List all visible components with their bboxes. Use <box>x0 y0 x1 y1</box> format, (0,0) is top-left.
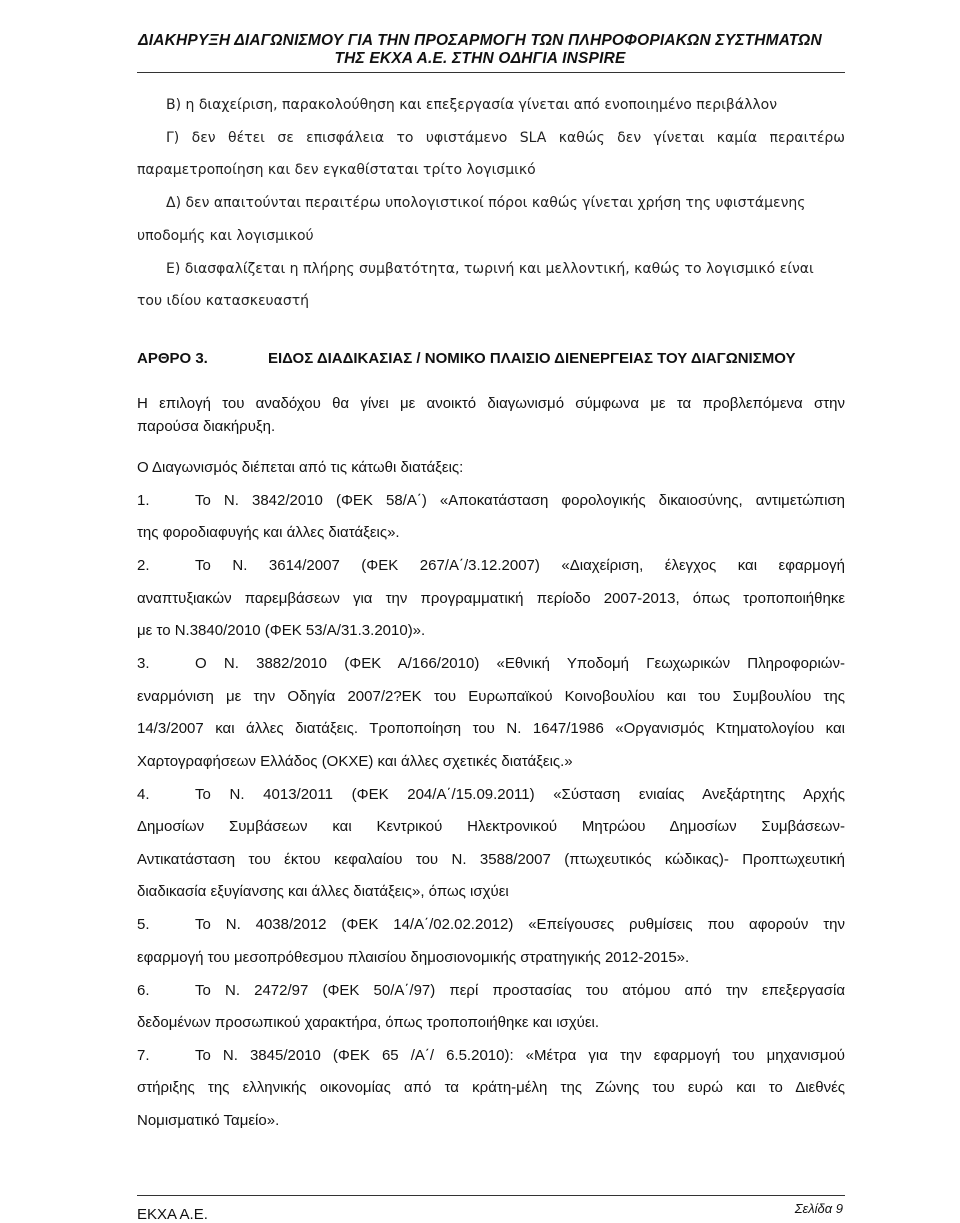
header-title-line1: ΔΙΑΚΗΡΥΞΗ ΔΙΑΓΩΝΙΣΜΟΥ ΓΙΑ ΤΗΝ ΠΡΟΣΑΡΜΟΓΗ ΤΩΝ ΠΛΗΡΟΦΟΡΙΑΚΩΝ ΣΥΣΤΗΜΑΤΩΝ <box>138 32 822 49</box>
law-text: Ο Ν. 3882/2010 (ΦΕΚ Α/166/2010) «Εθνική Υποδομή Γεωχωρικών Πληροφοριών- <box>195 655 845 672</box>
point-e-line2: του ιδίου κατασκευαστή <box>137 293 310 309</box>
law-text: Το Ν. 3842/2010 (ΦΕΚ 58/Α΄) «Αποκατάσταση φορολογικής δικαιοσύνης, αντιμετώπιση <box>195 492 845 509</box>
footer-divider <box>137 1195 845 1196</box>
footer-organization: ΕΚΧΑ Α.Ε. <box>137 1206 208 1223</box>
point-g-line2: παραμετροποίηση και δεν εγκαθίσταται τρίτο λογισμικό <box>137 162 536 178</box>
law-6-line1 <box>137 982 845 1000</box>
law-7-line2: στήριξης της ελληνικής οικονομίας από τα κράτη-μέλη της Ζώνης του ευρώ και το Διεθνές <box>137 1079 845 1096</box>
law-text: Το Ν. 4038/2012 (ΦΕΚ 14/Α΄/02.02.2012) «Επείγουσες ρυθμίσεις που αφορούν την <box>195 916 845 933</box>
law-number: 6. <box>137 982 150 999</box>
law-4-line3: Αντικατάσταση του έκτου κεφαλαίου του Ν. 3588/2007 (πτωχευτικός κώδικας)- Προπτωχευτική <box>137 851 845 868</box>
point-e-line1: Ε) διασφαλίζεται η πλήρης συμβατότητα, τωρινή και μελλοντική, καθώς το λογισμικό είναι <box>166 261 814 277</box>
intro-line1: Η επιλογή του αναδόχου θα γίνει με ανοικτό διαγωνισμό σύμφωνα με τα προβλεπόμενα στην <box>137 395 845 412</box>
point-d-line2: υποδομής και λογισμικού <box>137 228 314 244</box>
point-g-line1: Γ) δεν θέτει σε επισφάλεια το υφιστάμενο SLA καθώς δεν γίνεται καμία περαιτέρω <box>166 130 845 146</box>
law-2-line2: αναπτυξιακών παρεμβάσεων για την προγραμματική περίοδο 2007-2013, όπως τροποποιήθηκε <box>137 590 845 607</box>
law-text: Το Ν. 3845/2010 (ΦΕΚ 65 /Α΄/ 6.5.2010): «Μέτρα για την εφαρμογή του μηχανισμού <box>195 1047 845 1064</box>
law-number: 2. <box>137 557 150 574</box>
law-3-line2: εναρμόνιση με την Οδηγία 2007/2?ΕΚ του Ευρωπαϊκού Κοινοβουλίου και του Συμβουλίου της <box>137 688 845 705</box>
law-number: 3. <box>137 655 150 672</box>
law-4-line1 <box>137 786 845 804</box>
law-3-line1 <box>137 655 845 673</box>
point-d-line1: Δ) δεν απαιτούνται περαιτέρω υπολογιστικοί πόροι καθώς γίνεται χρήση της υφιστάμενης <box>166 195 806 211</box>
article-title: ΕΙΔΟΣ ΔΙΑΔΙΚΑΣΙΑΣ / ΝΟΜΙΚΟ ΠΛΑΙΣΙΟ ΔΙΕΝΕΡΓΕΙΑΣ ΤΟΥ ΔΙΑΓΩΝΙΣΜΟΥ <box>268 350 796 367</box>
law-number: 1. <box>137 492 150 509</box>
law-1-line1 <box>137 492 845 510</box>
law-text: Το Ν. 3614/2007 (ΦΕΚ 267/Α΄/3.12.2007) «Διαχείριση, έλεγχος και εφαρμογή <box>195 557 845 574</box>
law-2-line1 <box>137 557 845 575</box>
law-text: Το Ν. 2472/97 (ΦΕΚ 50/Α΄/97) περί προστασίας του ατόμου από την επεξεργασία <box>195 982 845 999</box>
law-3-line4: Χαρτογραφήσεων Ελλάδος (ΟΚΧΕ) και άλλες σχετικές διατάξεις.» <box>137 753 573 770</box>
law-7-line3: Νομισματικό Ταμείο». <box>137 1112 280 1129</box>
law-5-line2: εφαρμογή του μεσοπρόθεσμου πλαισίου δημοσιονομικής στρατηγικής 2012-2015». <box>137 949 690 966</box>
header-divider <box>137 72 845 73</box>
footer-page-number: Σελίδα 9 <box>794 1201 843 1216</box>
law-1-line2: της φοροδιαφυγής και άλλες διατάξεις». <box>137 524 400 541</box>
law-4-line2: Δημοσίων Συμβάσεων και Κεντρικού Ηλεκτρονικού Μητρώου Δημοσίων Συμβάσεων- <box>137 818 845 835</box>
law-3-line3: 14/3/2007 και άλλες διατάξεις. Τροποποίηση του Ν. 1647/1986 «Οργανισμός Κτηματολογίου και <box>137 720 845 737</box>
intro-governed: Ο Διαγωνισμός διέπεται από τις κάτωθι διατάξεις: <box>137 459 464 476</box>
law-7-line1 <box>137 1047 845 1065</box>
law-text: Το Ν. 4013/2011 (ΦΕΚ 204/Α΄/15.09.2011) «Σύσταση ενιαίας Ανεξάρτητης Αρχής <box>195 786 845 803</box>
law-number: 4. <box>137 786 150 803</box>
law-4-line4: διαδικασία εξυγίανσης και άλλες διατάξεις», όπως ισχύει <box>137 883 509 900</box>
law-2-line3: με το Ν.3840/2010 (ΦΕΚ 53/Α/31.3.2010)». <box>137 622 426 639</box>
intro-line2: παρούσα διακήρυξη. <box>137 418 276 435</box>
law-number: 5. <box>137 916 150 933</box>
law-number: 7. <box>137 1047 150 1064</box>
point-b: Β) η διαχείριση, παρακολούθηση και επεξεργασία γίνεται από ενοποιημένο περιβάλλον <box>166 97 778 113</box>
law-5-line1 <box>137 916 845 934</box>
law-6-line2: δεδομένων προσωπικού χαρακτήρα, όπως τροποποιήθηκε και ισχύει. <box>137 1014 600 1031</box>
header-title-line2: ΤΗΣ ΕΚΧΑ Α.Ε. ΣΤΗΝ ΟΔΗΓΙΑ INSPIRE <box>334 50 626 67</box>
article-number: ΑΡΘΡΟ 3. <box>137 350 208 367</box>
